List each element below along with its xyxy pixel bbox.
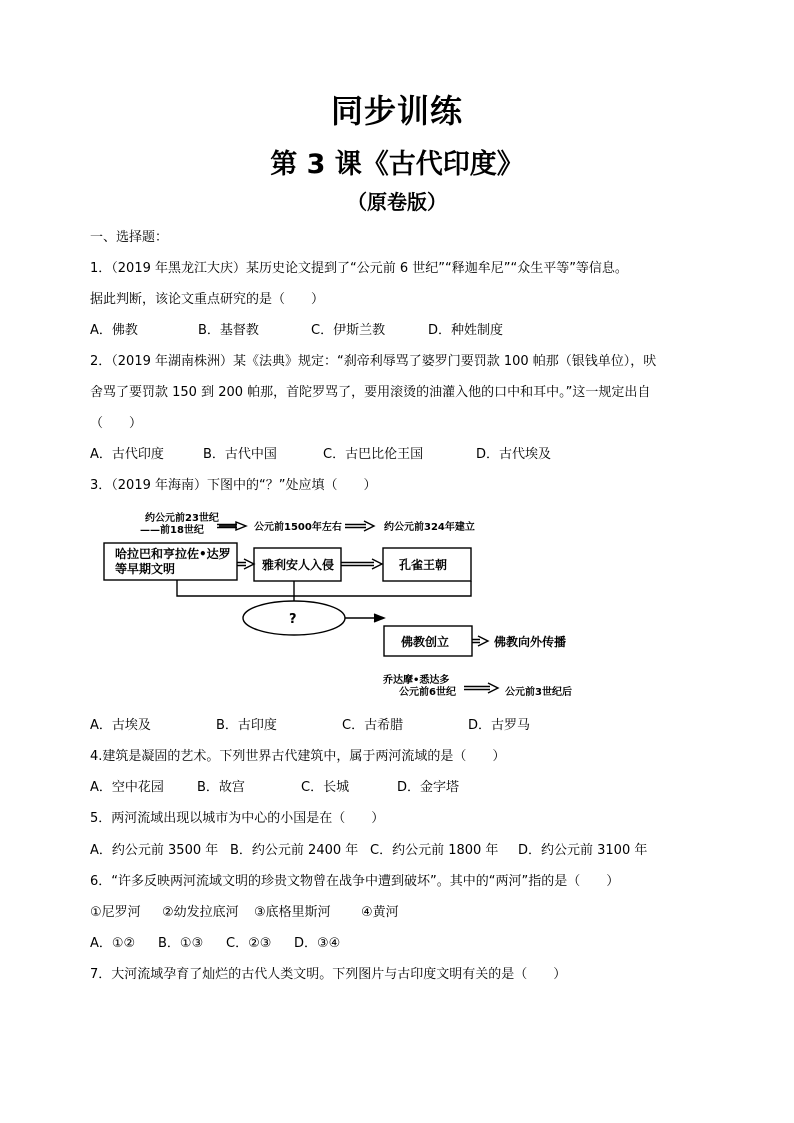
q3-option-a[interactable]: A．古埃及 xyxy=(90,718,151,733)
q1-options xyxy=(90,323,503,339)
q2-stem-line2: 舍骂了要罚款 150 到 200 帕那，首陀罗骂了，要用滚烫的油灌入他的口中和耳中。”这一规定出自 xyxy=(90,385,651,400)
version-subtitle: （原卷版） xyxy=(347,190,447,214)
box-early-civilization-line2: 等早期文明 xyxy=(115,562,176,576)
q6-option-a[interactable]: A．①② xyxy=(90,936,136,951)
lesson-title: 第 3 课《古代印度》 xyxy=(270,149,524,180)
q3-stem: 3．（2019 年海南）下图中的“？”处应填（ ） xyxy=(90,478,377,493)
q2-stem-line1: 2．（2019 年湖南株洲）某《法典》规定：“刹帝利辱骂了婆罗门要罚款 100 帕那（银钱单位），吠 xyxy=(90,354,657,369)
q6-items xyxy=(90,905,399,921)
time-label-1500bc: 公元前1500年左右 xyxy=(254,522,342,533)
q6-option-d[interactable]: D．③④ xyxy=(294,936,341,951)
q5-option-a[interactable]: A．约公元前 3500 年 xyxy=(90,843,219,858)
q3-option-c[interactable]: C．古希腊 xyxy=(342,718,404,733)
q1-option-a[interactable]: A．佛教 xyxy=(90,323,138,338)
q2-option-c[interactable]: C．古巴比伦王国 xyxy=(323,447,424,462)
q2-stem-line3: （ ） xyxy=(90,416,143,431)
q5-option-c[interactable]: C．约公元前 1800 年 xyxy=(370,843,499,858)
time-label-23-18-century: 约公元前23世纪 xyxy=(145,513,219,524)
main-title: 同步训练 xyxy=(330,92,463,130)
time-label-6th-century-bc: 公元前6世纪 xyxy=(399,687,456,698)
q6-item-2: ②幼发拉底河 xyxy=(162,905,239,920)
q1-stem-line1: 1．（2019 年黑龙江大庆）某历史论文提到了“公元前 6 世纪”“释迦牟尼”“众生平等”等信息。 xyxy=(90,261,628,276)
q3-option-b[interactable]: B．古印度 xyxy=(216,718,277,733)
q2-option-a[interactable]: A．古代印度 xyxy=(90,447,164,462)
q1-stem-line2: 据此判断，该论文重点研究的是（ ） xyxy=(90,292,325,307)
label-buddhism-spread: 佛教向外传播 xyxy=(494,635,567,649)
q5-option-b[interactable]: B．约公元前 2400 年 xyxy=(230,843,359,858)
q5-options xyxy=(90,843,647,859)
q4-option-d[interactable]: D．金字塔 xyxy=(397,780,460,795)
q3-options xyxy=(90,718,530,734)
q6-item-4: ④黄河 xyxy=(361,905,399,920)
box-maurya-empire: 孔雀王朝 xyxy=(399,558,448,572)
q5-option-d[interactable]: D．约公元前 3100 年 xyxy=(518,843,648,858)
q5-stem: 5．两河流域出现以城市为中心的小国是在（ ） xyxy=(90,811,385,826)
section-heading: 一、选择题： xyxy=(90,230,169,245)
q4-option-c[interactable]: C．长城 xyxy=(301,780,350,795)
q2-option-b[interactable]: B．古代中国 xyxy=(203,447,277,462)
box-aryan-invasion: 雅利安人入侵 xyxy=(262,558,335,572)
time-label-3rd-century-bc: 公元前3世纪后 xyxy=(505,687,572,698)
q1-option-c[interactable]: C．伊斯兰教 xyxy=(311,323,386,338)
person-label-siddhartha: 乔达摩•悉达多 xyxy=(383,675,450,686)
q6-stem: 6．“许多反映两河流域文明的珍贵文物曾在战争中遭到破坏”。其中的“两河”指的是（ ） xyxy=(90,874,620,889)
q6-option-b[interactable]: B．①③ xyxy=(158,936,204,951)
box-buddhism-founded: 佛教创立 xyxy=(401,635,450,649)
q3-option-d[interactable]: D．古罗马 xyxy=(468,718,531,733)
box-early-civilization-line1: 哈拉巴和亨拉佐•达罗 xyxy=(115,547,231,561)
q6-options xyxy=(90,936,340,952)
question-mark-blank: ? xyxy=(289,612,297,627)
q4-stem: 4.建筑是凝固的艺术。下列世界古代建筑中，属于两河流域的是（ ） xyxy=(90,749,506,764)
q6-option-c[interactable]: C．②③ xyxy=(226,936,272,951)
q4-options xyxy=(90,780,459,796)
q4-option-a[interactable]: A．空中花园 xyxy=(90,780,164,795)
q1-option-d[interactable]: D．种姓制度 xyxy=(428,323,504,338)
q2-option-d[interactable]: D．古代埃及 xyxy=(476,447,552,462)
q3-flow-diagram xyxy=(0,505,794,705)
q6-item-1: ①尼罗河 xyxy=(90,905,141,920)
q1-option-b[interactable]: B．基督教 xyxy=(198,323,259,338)
q4-option-b[interactable]: B．故宫 xyxy=(197,780,245,795)
q2-options xyxy=(90,447,551,463)
time-label-324bc: 约公元前324年建立 xyxy=(384,522,475,533)
q6-item-3: ③底格里斯河 xyxy=(254,905,331,920)
q7-stem: 7．大河流域孕育了灿烂的古代人类文明。下列图片与古印度文明有关的是（ ） xyxy=(90,967,567,982)
time-label-18-century-end: ——前18世纪 xyxy=(140,525,204,536)
